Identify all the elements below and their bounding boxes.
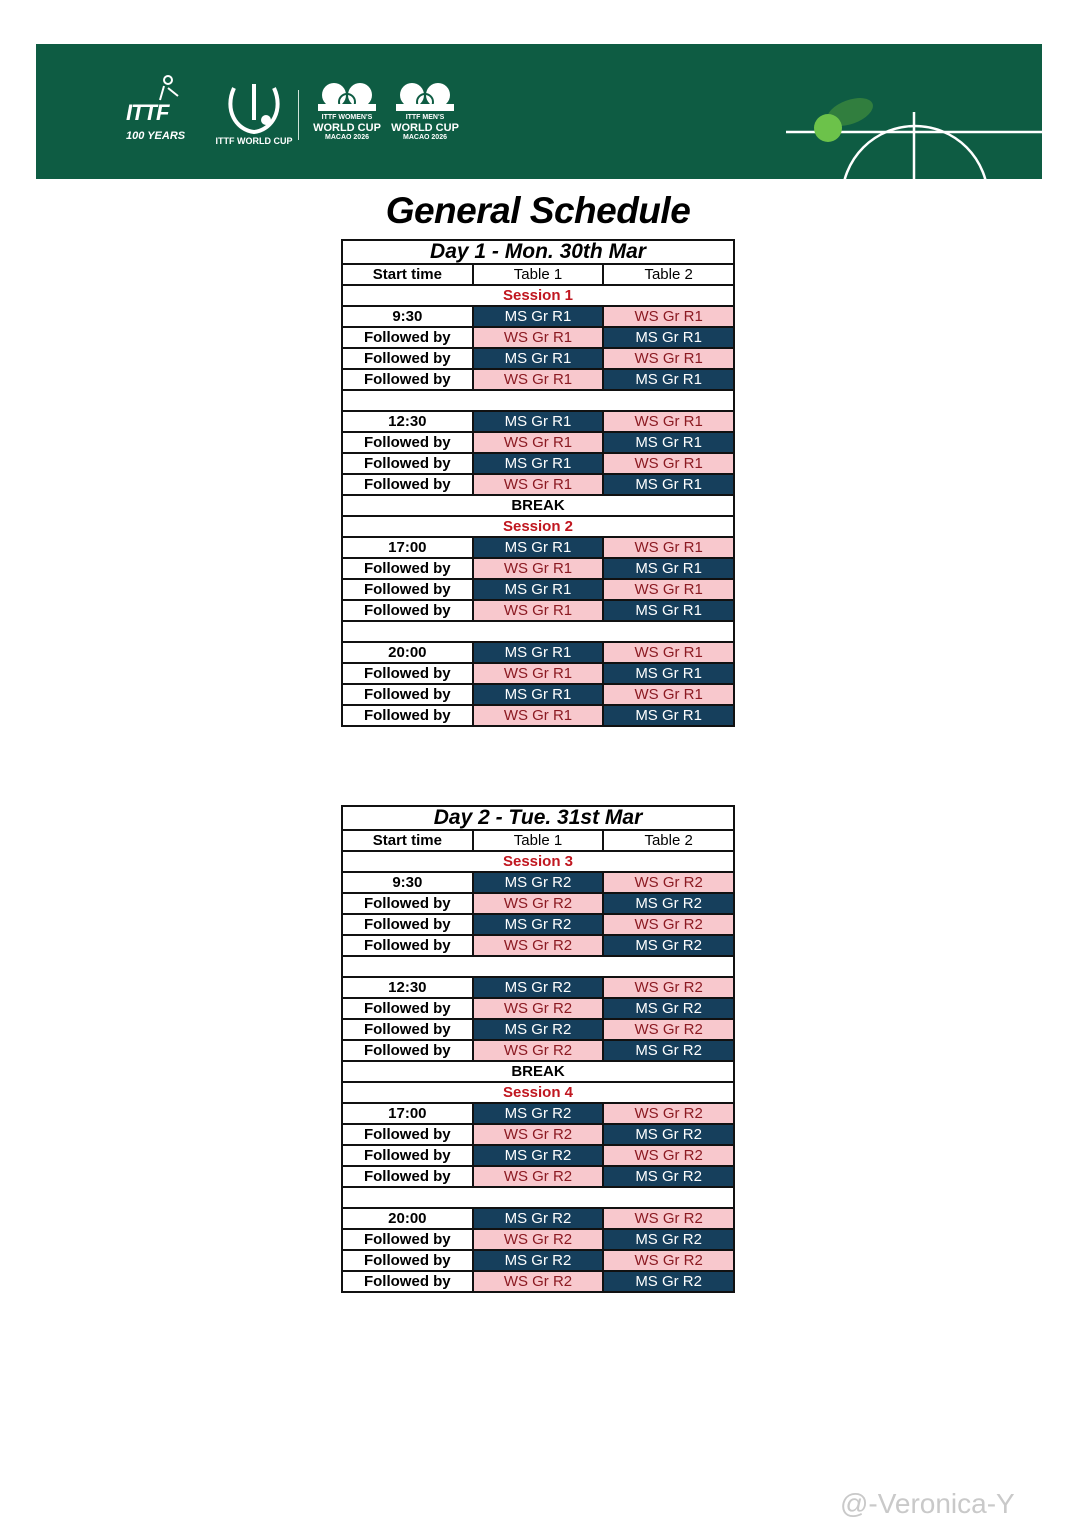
table-2-match: MS Gr R1 <box>603 600 734 621</box>
start-time-cell: Followed by <box>342 1250 473 1271</box>
start-time-cell: Followed by <box>342 1166 473 1187</box>
match-row <box>342 1019 734 1040</box>
day-2-schedule-table <box>341 805 735 1293</box>
start-time-cell: Followed by <box>342 453 473 474</box>
mens-cup-line2: WORLD CUP <box>391 122 459 134</box>
start-time-cell: 20:00 <box>342 642 473 663</box>
start-time-cell: 12:30 <box>342 977 473 998</box>
table-2-match: WS Gr R1 <box>603 579 734 600</box>
match-row <box>342 600 734 621</box>
table-1-match: MS Gr R1 <box>473 306 604 327</box>
table-2-match: MS Gr R1 <box>603 474 734 495</box>
cup-circles-icon <box>390 80 460 114</box>
mens-cup-line3: MACAO 2026 <box>403 134 447 141</box>
table-1-match: MS Gr R1 <box>473 537 604 558</box>
page-title: General Schedule <box>385 190 691 231</box>
table-2-match: WS Gr R2 <box>603 1250 734 1271</box>
ittf-logo-text: ITTF <box>126 100 169 125</box>
table-1-header: Table 1 <box>473 830 604 851</box>
table-2-match: WS Gr R1 <box>603 453 734 474</box>
womens-cup-line1: ITTF WOMEN'S <box>321 114 373 121</box>
match-row <box>342 1250 734 1271</box>
session-label: Session 4 <box>342 1082 734 1103</box>
match-row <box>342 1271 734 1292</box>
table-2-match: WS Gr R2 <box>603 1145 734 1166</box>
cup-circles-icon <box>312 80 382 114</box>
spacer-cell <box>342 621 734 642</box>
table-2-match: WS Gr R2 <box>603 1019 734 1040</box>
table-2-match: WS Gr R1 <box>603 348 734 369</box>
start-time-cell: Followed by <box>342 600 473 621</box>
start-time-cell: 20:00 <box>342 1208 473 1229</box>
match-row <box>342 893 734 914</box>
table-2-match: MS Gr R2 <box>603 1040 734 1061</box>
spacer-cell <box>342 956 734 977</box>
start-time-cell: 9:30 <box>342 306 473 327</box>
spacer-cell <box>342 1187 734 1208</box>
start-time-cell: Followed by <box>342 663 473 684</box>
match-row <box>342 705 734 726</box>
day-title-row <box>342 240 734 264</box>
start-time-cell: Followed by <box>342 348 473 369</box>
session-row <box>342 516 734 537</box>
table-1-match: MS Gr R2 <box>473 914 604 935</box>
table-2-match: MS Gr R2 <box>603 1166 734 1187</box>
start-time-cell: Followed by <box>342 369 473 390</box>
match-row <box>342 1040 734 1061</box>
table-1-match: WS Gr R1 <box>473 600 604 621</box>
spacer-row <box>342 390 734 411</box>
start-time-cell: Followed by <box>342 1145 473 1166</box>
match-row <box>342 998 734 1019</box>
start-time-cell: Followed by <box>342 684 473 705</box>
table-2-match: MS Gr R2 <box>603 1124 734 1145</box>
start-time-cell: 9:30 <box>342 872 473 893</box>
start-time-cell: 17:00 <box>342 537 473 558</box>
spacer-cell <box>342 390 734 411</box>
table-2-match: WS Gr R1 <box>603 306 734 327</box>
start-time-cell: Followed by <box>342 1124 473 1145</box>
table-2-match: MS Gr R2 <box>603 893 734 914</box>
world-cup-emblem-icon <box>214 80 294 134</box>
column-header-row <box>342 264 734 285</box>
column-header-row <box>342 830 734 851</box>
session-label: Session 1 <box>342 285 734 306</box>
table-1-match: MS Gr R2 <box>473 872 604 893</box>
match-row <box>342 432 734 453</box>
match-row <box>342 306 734 327</box>
match-row <box>342 537 734 558</box>
watermark: @-Veronica-Y <box>840 1488 1015 1519</box>
table-1-match: MS Gr R1 <box>473 453 604 474</box>
ittf-world-cup-logo <box>214 80 294 148</box>
table-1-match: MS Gr R2 <box>473 1103 604 1124</box>
start-time-cell: Followed by <box>342 474 473 495</box>
table-2-match: WS Gr R2 <box>603 1103 734 1124</box>
start-time-cell: Followed by <box>342 579 473 600</box>
match-row <box>342 684 734 705</box>
table-2-match: WS Gr R2 <box>603 914 734 935</box>
table-1-match: WS Gr R2 <box>473 1271 604 1292</box>
start-time-cell: Followed by <box>342 998 473 1019</box>
spacer-row <box>342 956 734 977</box>
logo-divider <box>298 90 299 140</box>
table-1-match: WS Gr R2 <box>473 998 604 1019</box>
table-2-match: WS Gr R2 <box>603 1208 734 1229</box>
mens-world-cup-logo <box>390 80 460 150</box>
start-time-cell: Followed by <box>342 914 473 935</box>
table-1-match: WS Gr R2 <box>473 1229 604 1250</box>
table-2-match: WS Gr R2 <box>603 872 734 893</box>
ittf-100-years-logo <box>124 74 200 148</box>
match-row <box>342 914 734 935</box>
table-2-match: MS Gr R2 <box>603 1271 734 1292</box>
spacer-row <box>342 621 734 642</box>
table-1-match: MS Gr R2 <box>473 1208 604 1229</box>
table-1-match: MS Gr R2 <box>473 1145 604 1166</box>
session-row <box>342 1082 734 1103</box>
table-2-match: WS Gr R1 <box>603 642 734 663</box>
table-1-match: MS Gr R2 <box>473 1250 604 1271</box>
match-row <box>342 1229 734 1250</box>
start-time-cell: Followed by <box>342 327 473 348</box>
table-2-header: Table 2 <box>603 830 734 851</box>
table-2-match: WS Gr R1 <box>603 684 734 705</box>
start-time-cell: Followed by <box>342 935 473 956</box>
session-row <box>342 851 734 872</box>
table-1-match: MS Gr R1 <box>473 579 604 600</box>
table-2-match: MS Gr R1 <box>603 558 734 579</box>
match-row <box>342 1103 734 1124</box>
world-cup-label: ITTF WORLD CUP <box>215 136 293 146</box>
break-row <box>342 495 734 516</box>
table-1-match: WS Gr R1 <box>473 327 604 348</box>
table-1-match: MS Gr R1 <box>473 684 604 705</box>
table-2-match: WS Gr R2 <box>603 977 734 998</box>
table-1-match: WS Gr R1 <box>473 558 604 579</box>
start-time-cell: Followed by <box>342 705 473 726</box>
match-row <box>342 1124 734 1145</box>
table-1-match: MS Gr R2 <box>473 1019 604 1040</box>
match-row <box>342 348 734 369</box>
table-2-match: MS Gr R1 <box>603 369 734 390</box>
table-2-match: MS Gr R2 <box>603 935 734 956</box>
table-1-match: WS Gr R2 <box>473 1040 604 1061</box>
table-2-match: WS Gr R1 <box>603 537 734 558</box>
table-tennis-court-graphic <box>780 64 1042 179</box>
table-2-match: MS Gr R1 <box>603 432 734 453</box>
table-2-match: MS Gr R1 <box>603 705 734 726</box>
session-row <box>342 285 734 306</box>
break-label: BREAK <box>342 1061 734 1082</box>
match-row <box>342 474 734 495</box>
match-row <box>342 558 734 579</box>
table-1-match: WS Gr R1 <box>473 369 604 390</box>
mens-cup-line1: ITTF MEN'S <box>405 114 445 121</box>
table-1-match: MS Gr R1 <box>473 411 604 432</box>
table-1-match: WS Gr R2 <box>473 1124 604 1145</box>
table-1-match: MS Gr R1 <box>473 642 604 663</box>
table-2-match: MS Gr R2 <box>603 998 734 1019</box>
match-row <box>342 642 734 663</box>
table-1-match: WS Gr R2 <box>473 935 604 956</box>
table-1-match: WS Gr R1 <box>473 705 604 726</box>
ittf-years-text: 100 YEARS <box>126 130 186 142</box>
match-row <box>342 977 734 998</box>
table-2-match: MS Gr R2 <box>603 1229 734 1250</box>
break-label: BREAK <box>342 495 734 516</box>
start-time-cell: Followed by <box>342 432 473 453</box>
table-1-match: MS Gr R2 <box>473 977 604 998</box>
match-row <box>342 663 734 684</box>
start-time-cell: Followed by <box>342 1271 473 1292</box>
table-1-match: MS Gr R1 <box>473 348 604 369</box>
start-time-cell: Followed by <box>342 1229 473 1250</box>
day-1-schedule-table <box>341 239 735 727</box>
match-row <box>342 369 734 390</box>
womens-cup-line3: MACAO 2026 <box>325 134 369 141</box>
match-row <box>342 1208 734 1229</box>
session-label: Session 3 <box>342 851 734 872</box>
break-row <box>342 1061 734 1082</box>
match-row <box>342 327 734 348</box>
table-1-header: Table 1 <box>473 264 604 285</box>
table-1-match: WS Gr R1 <box>473 432 604 453</box>
match-row <box>342 453 734 474</box>
start-time-cell: 12:30 <box>342 411 473 432</box>
table-1-match: WS Gr R1 <box>473 474 604 495</box>
match-row <box>342 1145 734 1166</box>
start-time-header: Start time <box>342 830 473 851</box>
womens-world-cup-logo <box>312 80 382 150</box>
start-time-cell: Followed by <box>342 1040 473 1061</box>
match-row <box>342 579 734 600</box>
header-banner <box>36 44 1042 179</box>
start-time-header: Start time <box>342 264 473 285</box>
day-title-row <box>342 806 734 830</box>
table-1-match: WS Gr R1 <box>473 663 604 684</box>
day-title: Day 1 - Mon. 30th Mar <box>342 240 734 264</box>
match-row <box>342 411 734 432</box>
table-1-match: WS Gr R2 <box>473 893 604 914</box>
day-title: Day 2 - Tue. 31st Mar <box>342 806 734 830</box>
match-row <box>342 872 734 893</box>
start-time-cell: Followed by <box>342 558 473 579</box>
table-2-header: Table 2 <box>603 264 734 285</box>
session-label: Session 2 <box>342 516 734 537</box>
table-1-match: WS Gr R2 <box>473 1166 604 1187</box>
spacer-row <box>342 1187 734 1208</box>
match-row <box>342 935 734 956</box>
start-time-cell: 17:00 <box>342 1103 473 1124</box>
womens-cup-line2: WORLD CUP <box>313 122 381 134</box>
table-2-match: MS Gr R1 <box>603 327 734 348</box>
table-2-match: WS Gr R1 <box>603 411 734 432</box>
table-2-match: MS Gr R1 <box>603 663 734 684</box>
start-time-cell: Followed by <box>342 893 473 914</box>
match-row <box>342 1166 734 1187</box>
start-time-cell: Followed by <box>342 1019 473 1040</box>
